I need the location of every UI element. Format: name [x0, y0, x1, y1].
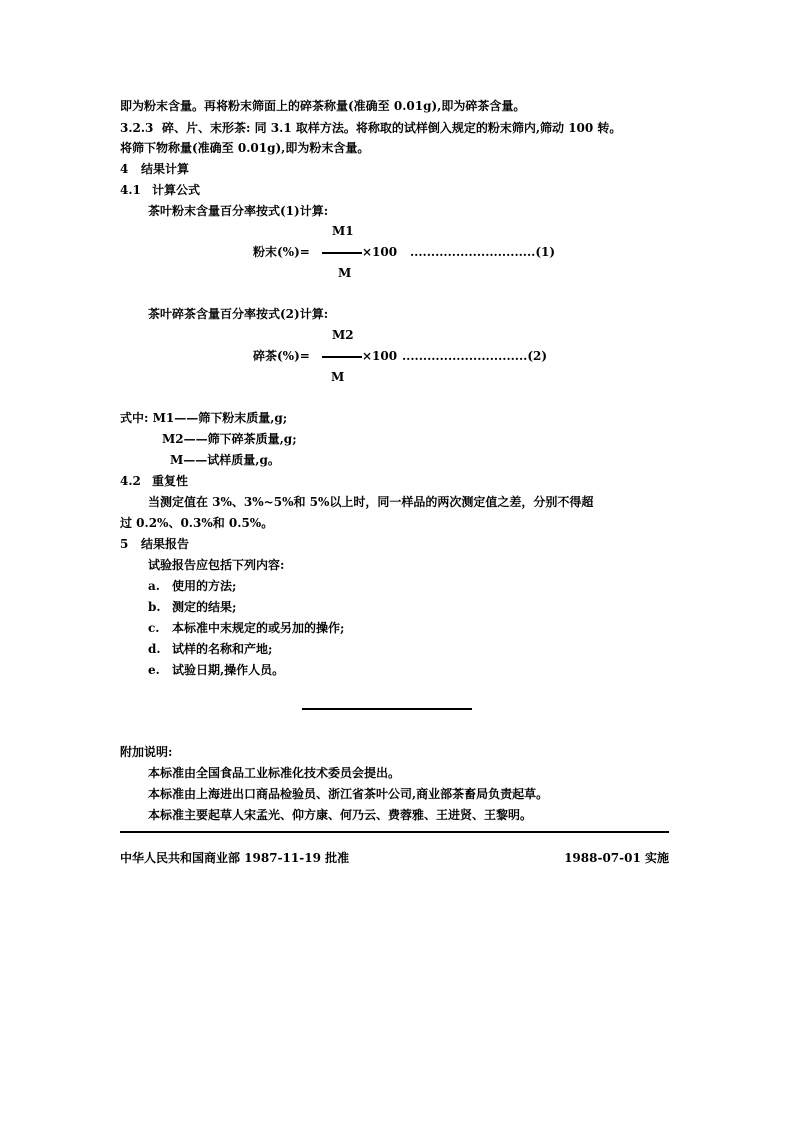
formula-intro: 茶叶粉末含量百分率按式(1)计算:	[148, 204, 329, 218]
section-title: 结果计算	[141, 162, 190, 176]
section-title: 计算公式	[152, 183, 201, 197]
list-marker: c.	[148, 621, 160, 635]
variable-definition: 式中: M1——筛下粉末质量,g;	[120, 411, 288, 425]
section-number: 5	[120, 537, 129, 551]
clause-number: 3.2.3	[120, 121, 154, 135]
effective-date: 1988-07-01 实施	[564, 851, 669, 865]
paragraph-line: 本标准主要起草人宋孟光、仰方康、何乃云、费蓉雅、王进贤、王黎明。	[148, 808, 533, 822]
paragraph-line: 当测定值在 3%、3%~5%和 5%以上时，同一样品的两次测定值之差，分别不得超	[148, 495, 594, 509]
formula-denominator: M	[338, 266, 352, 280]
end-rule	[302, 708, 472, 710]
formula-intro: 茶叶碎茶含量百分率按式(2)计算:	[148, 307, 329, 321]
section-number: 4	[120, 162, 129, 176]
formula-leader-dots: ..............................(2)	[402, 349, 548, 363]
footer-rule	[120, 831, 669, 833]
variable-definition: M2——筛下碎茶质量,g;	[162, 432, 297, 446]
list-item: 本标准中末规定的或另加的操作;	[172, 621, 345, 635]
section-number: 4.1	[120, 183, 141, 197]
formula-lhs: 粉末(%)=	[253, 245, 310, 259]
section-title: 重复性	[152, 474, 189, 488]
list-marker: e.	[148, 663, 160, 677]
fraction-bar	[322, 252, 362, 254]
section-number: 4.2	[120, 474, 141, 488]
formula-denominator: M	[331, 370, 345, 384]
variable-definition: M——试样质量,g。	[170, 453, 280, 467]
section-title: 结果报告	[141, 537, 190, 551]
paragraph-line: 过 0.2%、0.3%和 0.5%。	[120, 516, 274, 530]
fraction-bar	[322, 356, 362, 358]
formula-lhs: 碎茶(%)=	[253, 349, 310, 363]
paragraph-line: 碎、片、末形茶: 同 3.1 取样方法。将称取的试样倒入规定的粉末筛内,筛动 100 转。	[162, 121, 622, 135]
paragraph-line: 试验报告应包括下列内容:	[148, 558, 285, 572]
supplement-title: 附加说明:	[120, 745, 173, 759]
formula-leader-dots: ..............................(1)	[410, 245, 556, 259]
paragraph-line: 即为粉末含量。再将粉末筛面上的碎茶称量(准确至 0.01g),即为碎茶含量。	[120, 99, 526, 113]
formula-rhs: ×100	[362, 349, 398, 363]
list-marker: a.	[148, 579, 160, 593]
paragraph-line: 将筛下物称量(准确至 0.01g),即为粉末含量。	[120, 141, 370, 155]
list-item: 试验日期,操作人员。	[172, 663, 285, 677]
approval-date: 中华人民共和国商业部 1987-11-19 批准	[120, 851, 350, 865]
list-item: 使用的方法;	[172, 579, 237, 593]
formula-numerator: M2	[332, 328, 354, 342]
formula-numerator: M1	[332, 224, 354, 238]
formula-rhs: ×100	[362, 245, 398, 259]
paragraph-line: 本标准由全国食品工业标准化技术委员会提出。	[148, 766, 401, 780]
list-marker: b.	[148, 600, 161, 614]
list-marker: d.	[148, 642, 161, 656]
list-item: 试样的名称和产地;	[172, 642, 273, 656]
list-item: 测定的结果;	[172, 600, 237, 614]
paragraph-line: 本标准由上海进出口商品检验员、浙江省茶叶公司,商业部茶畜局负责起草。	[148, 787, 549, 801]
